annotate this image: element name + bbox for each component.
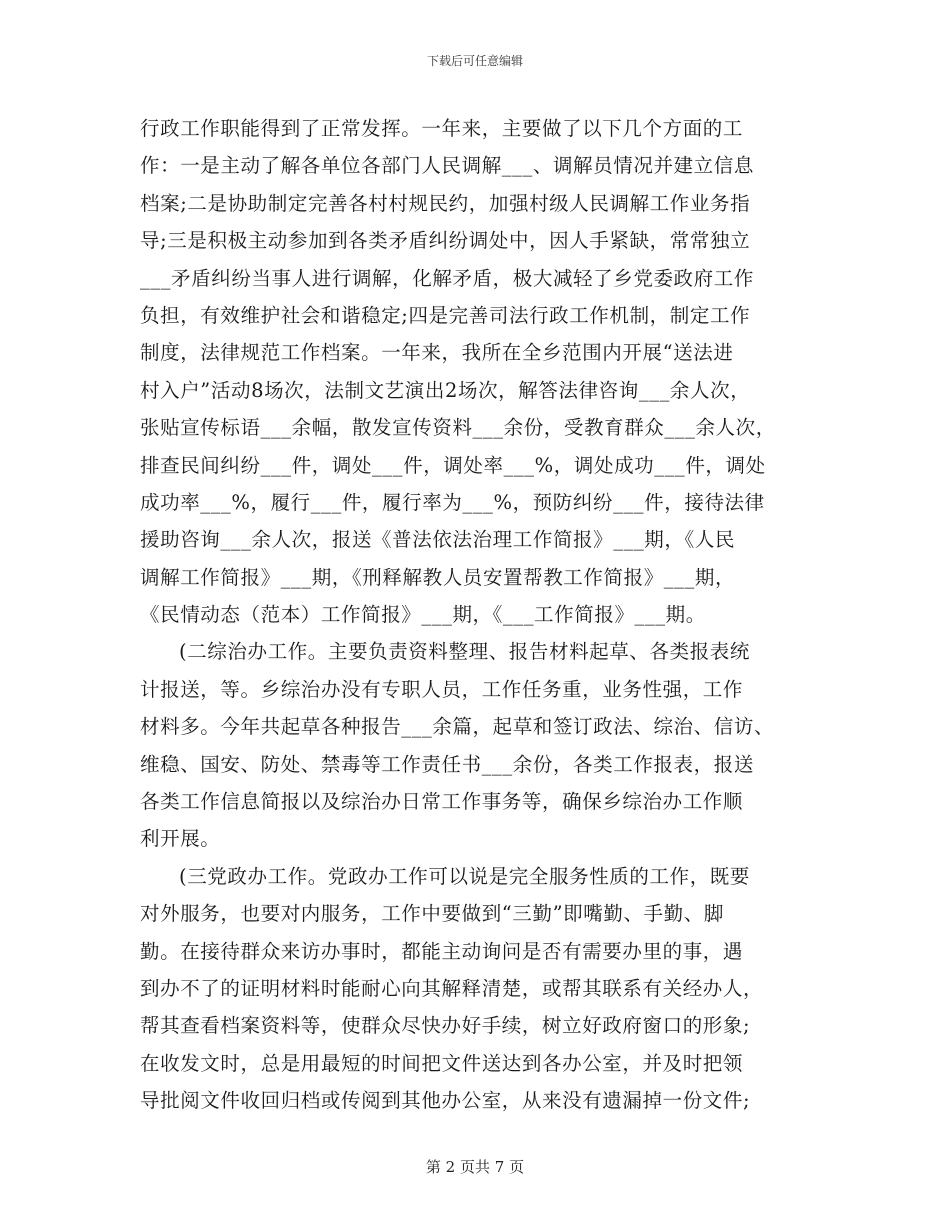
text-line: (二综治办工作。主要负责资料整理、报告材料起草、各类报表统 bbox=[179, 640, 751, 664]
text-line: 行政工作职能得到了正常发挥。一年来，主要做了以下几个方面的工 bbox=[140, 117, 744, 140]
text-line: 档案;二是协助制定完善各村村规民约，加强村级人民调解工作业务指 bbox=[140, 191, 751, 215]
text-line: 计报送，等。乡综治办没有专职人员，工作任务重，业务性强，工作 bbox=[140, 677, 744, 701]
text-line: 调解工作简报》___期，《刑释解教人员安置帮教工作简报》___期， bbox=[140, 565, 736, 589]
text-line: 各类工作信息简报以及综治办日常工作事务等，确保乡综治办工作顺 bbox=[140, 790, 744, 814]
text-line: 村入户”活动8场次，法制文艺演出2场次，解答法律咨询___余人次， bbox=[140, 378, 751, 402]
text-line: (三党政办工作。党政办工作可以说是完全服务性质的工作，既要 bbox=[179, 864, 751, 888]
document-body bbox=[140, 110, 820, 1120]
text-line: 到办不了的证明材料时能耐心向其解释清楚，或帮其联系有关经办人， bbox=[140, 976, 764, 1000]
text-line: 排查民间纠纷___件，调处___件，调处率___%，调处成功___件，调处 bbox=[140, 453, 766, 477]
text-line: 援助咨询___余人次，报送《普法依法治理工作简报》___期，《人民 bbox=[140, 528, 736, 552]
text-line: 制度，法律规范工作档案。一年来，我所在全乡范围内开展“送法进 bbox=[140, 341, 734, 365]
text-line: 导;三是积极主动参加到各类矛盾纠纷调处中，因人手紧缺，常常独立 bbox=[140, 229, 751, 253]
text-line: 勤。在接待群众来访办事时，都能主动询问是否有需要办里的事，遇 bbox=[140, 939, 744, 963]
text-line: 对外服务，也要对内服务，工作中要做到“三勤”即嘴勤、手勤、脚 bbox=[140, 902, 724, 926]
text-line: 帮其查看档案资料等，使群众尽快办好手续，树立好政府窗口的形象; bbox=[140, 1014, 751, 1038]
text-line: 在收发文时，总是用最短的时间把文件送达到各办公室，并及时把领 bbox=[140, 1051, 744, 1075]
text-line: 利开展。 bbox=[140, 827, 221, 851]
text-line: 作：一是主动了解各单位各部门人民调解___、调解员情况并建立信息 bbox=[140, 154, 754, 178]
text-line: 《民情动态（范本）工作简报》___期，《___工作简报》___期。 bbox=[140, 603, 706, 627]
text-line: 成功率___%，履行___件，履行率为___%，预防纠纷___件，接待法律 bbox=[140, 490, 765, 514]
page-footer: 第 2 页共 7 页 bbox=[425, 1158, 525, 1176]
text-line: 张贴宣传标语___余幅，散发宣传资料___余份，受教育群众___余人次， bbox=[140, 416, 776, 440]
text-line: 导批阅文件收回归档或传阅到其他办公室，从来没有遗漏掉一份文件; bbox=[140, 1089, 751, 1113]
text-line: ___矛盾纠纷当事人进行调解，化解矛盾，极大减轻了乡党委政府工作 bbox=[140, 266, 754, 290]
text-line: 维稳、国安、防处、禁毒等工作责任书___余份，各类工作报表，报送 bbox=[140, 752, 754, 776]
text-line: 负担，有效维护社会和谐稳定;四是完善司法行政工作机制，制定工作 bbox=[140, 303, 751, 327]
page-header: 下载后可任意编辑 bbox=[426, 54, 523, 68]
text-line: 材料多。今年共起草各种报告___余篇，起草和签订政法、综治、信访、 bbox=[140, 715, 775, 739]
